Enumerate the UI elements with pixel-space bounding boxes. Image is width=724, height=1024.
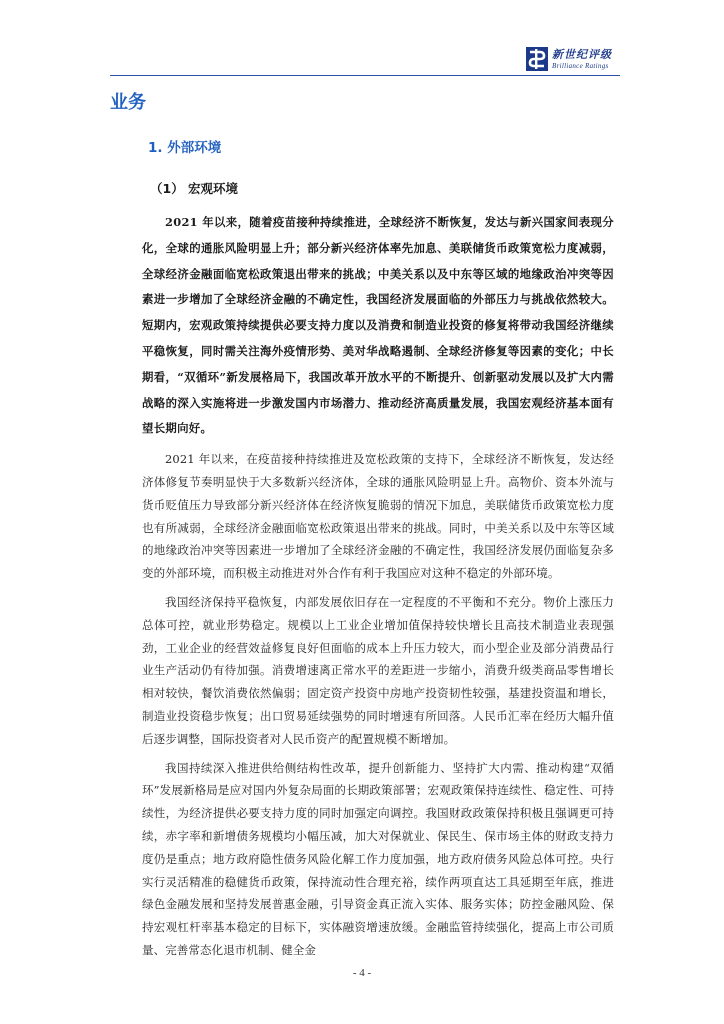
page-number: - 4 - xyxy=(352,967,372,979)
logo-english-name: Brilliance Ratings xyxy=(552,61,609,70)
header-logo xyxy=(526,45,626,73)
body-paragraph-1: 2021 年以来，在疫苗接种持续推进及宽松政策的支持下，全球经济不断恢复，发达经济体修复节奏明显快于大多数新兴经济体，全球的通胀风险明显上升。高物价、资本外流与货币贬值压力导致部分新兴经济体在经济恢复脆弱的情况下加息，美联储货币政策宽松力度也有所减弱，全球经济金融面临宽松政策退出带来的挑战。同时，中美关系以及中东等区域的地缘政治冲突等因素进一步增加了全球经济金融的不确定性，我国经济发展仍面临复杂多变的外部环境，而积极主动推进对外合作有利于我国应对这种不稳定的外部环境。 xyxy=(142,452,614,581)
body-paragraph-2: 我国经济保持平稳恢复，内部发展依旧存在一定程度的不平衡和不充分。物价上涨压力总体可控，就业形势稳定。规模以上工业企业增加值保持较快增长且高技术制造业表现强劲，工业企业的经营效益修复良好但面临的成本上升压力较大，而小型企业及部分消费品行业生产活动仍有待加强。消费增速离正常水平的差距进一步缩小，消费升级类商品零售增长相对较快，餐饮消费依然偏弱；固定资产投资中房地产投资韧性较强，基建投资温和增长，制造业投资稳步恢复；出口贸易延续强势的同时增速有所回落。人民币汇率在经历大幅升值后逐步调整，国际投资者对人民币资产的配置规模不断增加。 xyxy=(142,594,614,746)
subsubsection-title: （1） 宏观环境 xyxy=(150,181,239,196)
logo-chinese-name: 新世纪评级 xyxy=(552,47,612,61)
brilliance-logo-icon xyxy=(526,47,548,71)
body-content xyxy=(142,210,614,968)
summary-paragraph: 2021 年以来，随着疫苗接种持续推进，全球经济不断恢复，发达与新兴国家间表现分化，全球的通胀风险明显上升；部分新兴经济体率先加息、美联储货币政策宽松力度减弱，全球经济金融面临宽松政策退出带来的挑战；中美关系以及中东等区域的地缘政治冲突等因素进一步增加了全球经济金融的不确定性，我国经济发展面临的外部压力与挑战依然较大。短期内，宏观政策持续提供必要支持力度以及消费和制造业投资的修复将带动我国经济继续平稳恢复，同时需关注海外疫情形势、美对华战略遏制、全球经济修复等因素的变化；中长期看，“双循环”新发展格局下，我国改革开放水平的不断提升、创新驱动发展以及扩大内需战略的深入实施将进一步激发国内市场潜力、推动经济高质量发展，我国宏观经济基本面有望长期向好。 xyxy=(142,215,614,436)
header-divider xyxy=(110,75,620,76)
body-paragraph-3: 我国持续深入推进供给侧结构性改革，提升创新能力、坚持扩大内需、推动构建“双循环”发展新格局是应对国内外复杂局面的长期政策部署；宏观政策保持连续性、稳定性、可持续性，为经济提供必要支持力度的同时加强定向调控。我国财政政策保持积极且强调更可持续，赤字率和新增债务规模均小幅压减，加大对保就业、保民生、保市场主体的财政支持力度仍是重点；地方政府隐性债务风险化解工作力度加强，地方政府债务风险总体可控。央行实行灵活精准的稳健货币政策，保持流动性合理充裕，续作两项直达工具延期至年底，推进绿色金融发展和坚持发展普惠金融，引导资金真正流入实体、服务实体；防控金融风险、保持宏观杠杆率基本稳定的目标下，实体融资增速放缓。金融监管持续强化，提高上市公司质量、完善常态化退市机制、健全金 xyxy=(142,760,614,957)
section-title: 业务 xyxy=(110,92,146,113)
subsection-title: 1. 外部环境 xyxy=(148,140,222,156)
